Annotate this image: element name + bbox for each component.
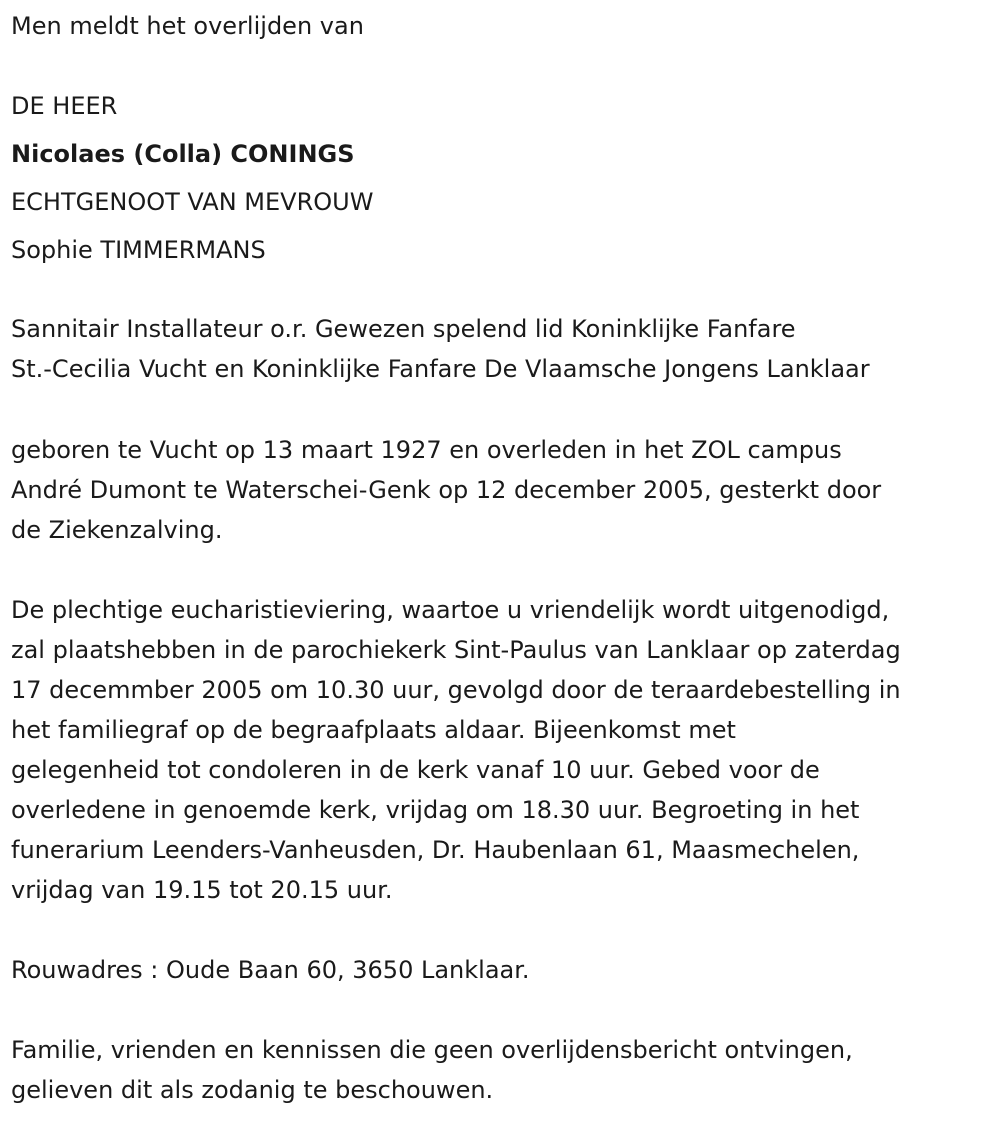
ceremony-line: De plechtige eucharistieviering, waartoe u vriendelijk wordt uitgenodigd, — [11, 596, 890, 624]
spouse-name: Sophie TIMMERMANS — [11, 236, 266, 264]
occupation-line: Sannitair Installateur o.r. Gewezen spelend lid Koninklijke Fanfare — [11, 315, 796, 343]
spouse-label: ECHTGENOOT VAN MEVROUW — [11, 188, 374, 216]
occupation-line: St.-Cecilia Vucht en Koninklijke Fanfare De Vlaamsche Jongens Lanklaar — [11, 355, 870, 383]
ceremony-line: funerarium Leenders-Vanheusden, Dr. Haubenlaan 61, Maasmechelen, — [11, 836, 860, 864]
ceremony-line: 17 decemmber 2005 om 10.30 uur, gevolgd door de teraardebestelling in — [11, 676, 901, 704]
deceased-name: Nicolaes (Colla) CONINGS — [11, 140, 355, 168]
title-text: DE HEER — [11, 92, 118, 120]
closing-line: Familie, vrienden en kennissen die geen overlijdensbericht ontvingen, — [11, 1036, 853, 1064]
mourning-address: Rouwadres : Oude Baan 60, 3650 Lanklaar. — [11, 956, 530, 984]
birth-death-line: de Ziekenzalving. — [11, 516, 223, 544]
closing-line: gelieven dit als zodanig te beschouwen. — [11, 1076, 494, 1104]
birth-death-line: André Dumont te Waterschei-Genk op 12 december 2005, gesterkt door — [11, 476, 882, 504]
intro-text: Men meldt het overlijden van — [11, 12, 364, 40]
birth-death-line: geboren te Vucht op 13 maart 1927 en overleden in het ZOL campus — [11, 436, 842, 464]
ceremony-line: gelegenheid tot condoleren in de kerk vanaf 10 uur. Gebed voor de — [11, 756, 820, 784]
ceremony-line: zal plaatshebben in de parochiekerk Sint-Paulus van Lanklaar op zaterdag — [11, 636, 901, 664]
ceremony-line: vrijdag van 19.15 tot 20.15 uur. — [11, 876, 393, 904]
ceremony-line: het familiegraf op de begraafplaats aldaar. Bijeenkomst met — [11, 716, 736, 744]
ceremony-line: overledene in genoemde kerk, vrijdag om 18.30 uur. Begroeting in het — [11, 796, 860, 824]
